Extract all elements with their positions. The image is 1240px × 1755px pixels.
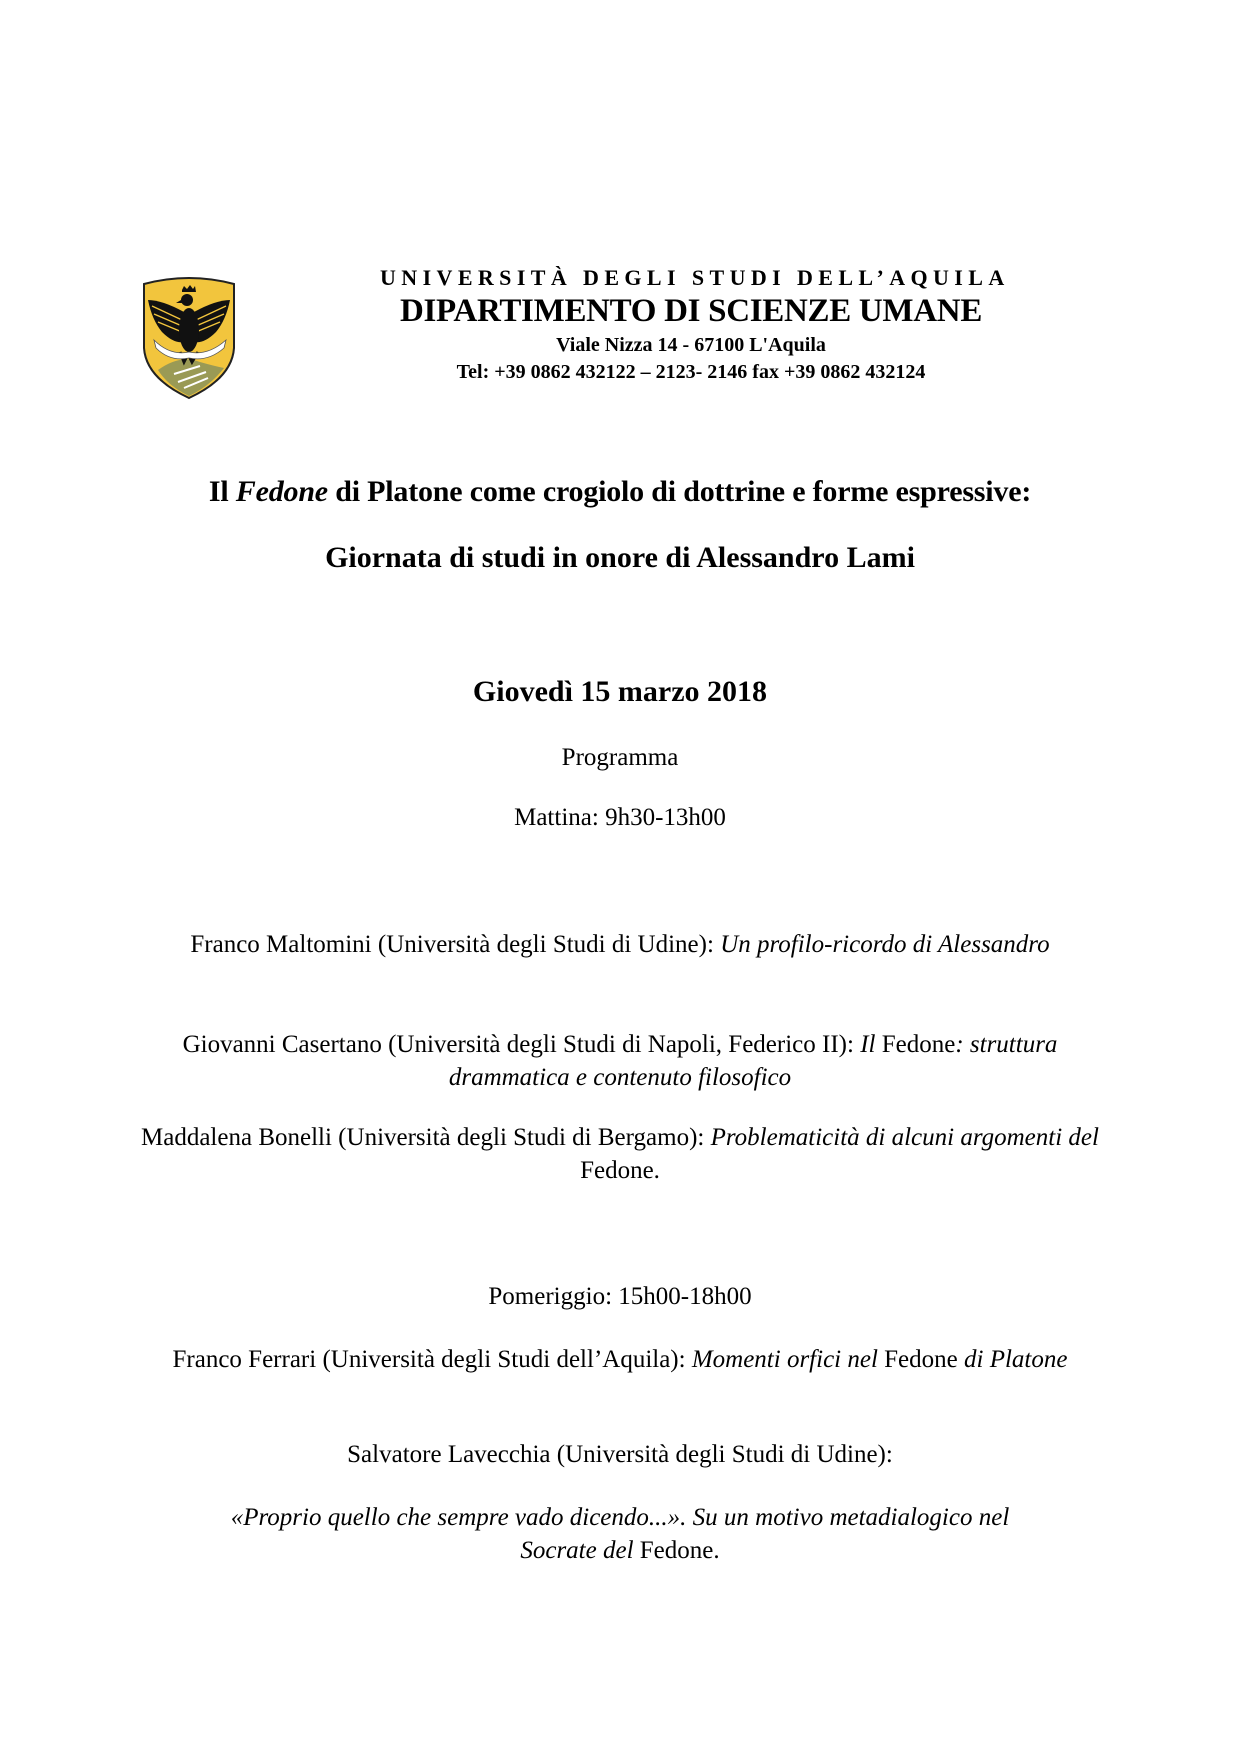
university-name: UNIVERSITÀ DEGLI STUDI DELL’AQUILA — [380, 265, 1010, 290]
talk-title: : struttura drammatica e contenuto filosofico — [448, 1031, 1058, 1091]
talk-speaker: Franco Ferrari (Università degli Studi dell’Aquila): — [172, 1346, 692, 1373]
talk-title: Il — [860, 1031, 876, 1058]
department-phone: Tel: +39 0862 432122 – 2123- 2146 fax +39 0862 432124 — [456, 361, 926, 383]
event-subtitle: Giornata di studi in onore di Alessandro Lami — [325, 541, 915, 574]
talk-title: Un profilo-ricordo di Alessandro — [720, 931, 1050, 958]
talk-title: Fedone — [875, 1031, 956, 1058]
event-date: Giovedì 15 marzo 2018 — [472, 675, 768, 708]
talk-item — [140, 1438, 1100, 1471]
talk-speaker: Maddalena Bonelli (Università degli Studi di Bergamo): — [141, 1124, 711, 1151]
university-crest-icon — [140, 270, 238, 400]
event-title — [0, 474, 1240, 510]
talk-title: Momenti orfici nel — [691, 1346, 878, 1373]
talk-title: Fedone — [877, 1346, 965, 1373]
talk-title: di Platone — [964, 1346, 1068, 1373]
title-prefix: Il — [208, 475, 236, 508]
title-suffix: di Platone come crogiolo di dottrine e forme espressive: — [327, 475, 1032, 508]
talk-item — [200, 1501, 1040, 1567]
session-morning-label: Mattina: 9h30-13h00 — [514, 804, 726, 831]
talk-title: Problematicità di alcuni argomenti del — [710, 1124, 1099, 1151]
talk-item — [140, 1343, 1100, 1376]
title-work-name: Fedone — [235, 475, 328, 508]
session-afternoon-label: Pomeriggio: 15h00-18h00 — [488, 1283, 752, 1310]
talk-title: Fedone. — [580, 1157, 660, 1184]
talk-speaker: Giovanni Casertano (Università degli Studi di Napoli, Federico II): — [182, 1031, 861, 1058]
talk-title: «Proprio quello che sempre vado dicendo...». Su un motivo metadialogico nel Socrate del — [230, 1504, 1010, 1564]
talk-item — [140, 928, 1100, 961]
talk-speaker: Salvatore Lavecchia (Università degli Studi di Udine): — [347, 1441, 893, 1468]
program-label: Programma — [561, 744, 679, 771]
talk-item — [140, 1028, 1100, 1094]
department-name: DIPARTIMENTO DI SCIENZE UMANE — [399, 293, 983, 329]
department-address: Viale Nizza 14 - 67100 L'Aquila — [556, 334, 826, 356]
talk-item — [140, 1121, 1100, 1187]
talk-title: Fedone. — [633, 1537, 720, 1564]
talk-speaker: Franco Maltomini (Università degli Studi di Udine): — [190, 931, 721, 958]
